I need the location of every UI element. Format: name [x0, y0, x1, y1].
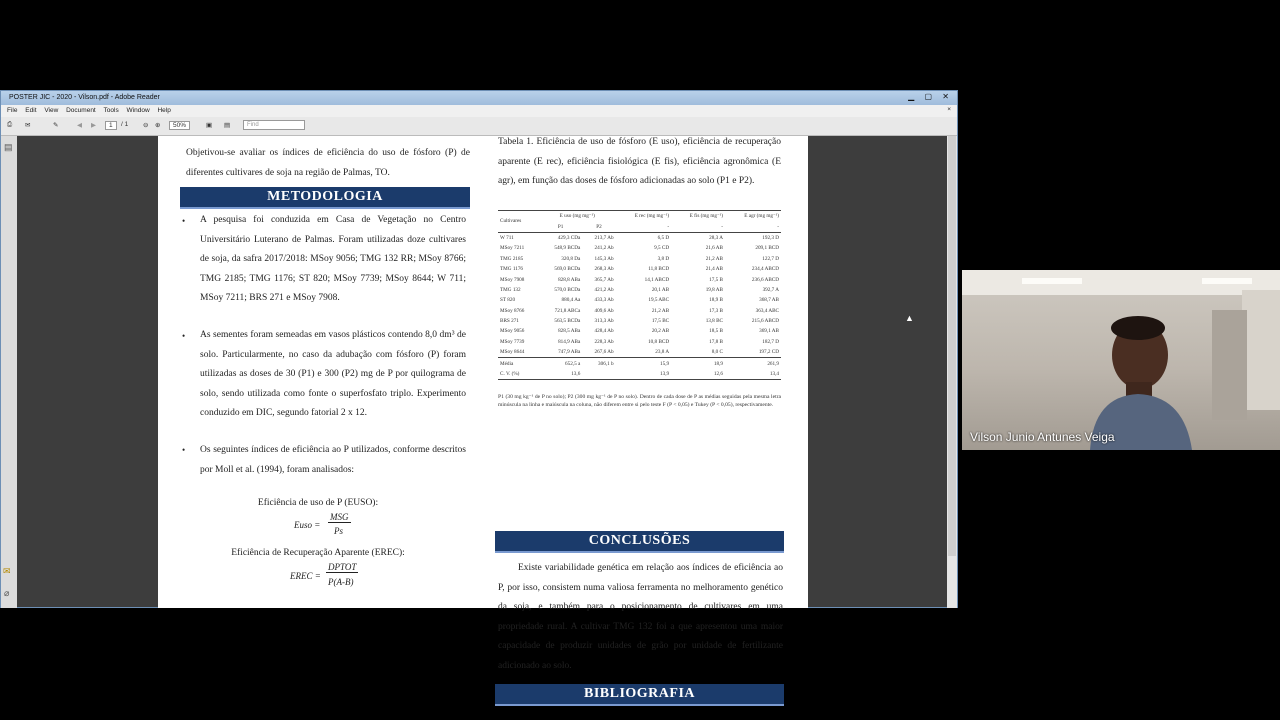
- table-cell: 363,4 ABC: [755, 307, 779, 314]
- table-cell: 10,8 BCD: [648, 338, 670, 345]
- table-cell: 17,3 B: [709, 307, 723, 314]
- table-cell: 320,8 Da: [561, 255, 581, 262]
- table-row: [498, 254, 781, 264]
- table-row: [498, 347, 781, 358]
- formula-erec: [290, 562, 430, 594]
- vertical-scrollbar[interactable]: [947, 136, 957, 608]
- menu-edit[interactable]: Edit: [25, 107, 37, 114]
- sub-header: -: [721, 223, 723, 230]
- table-caption: Tabela 1. Eficiência de uso de fósforo (E uso), eficiência de recuperação aparente (E rec), eficiência fisiológica (E fis), eficiência agronômica (E agr), em função das doses de fósforo adicionadas ao solo (P1 e P2).: [498, 137, 781, 186]
- efficiency-table: [498, 210, 781, 380]
- table-cell: 23,8 A: [655, 349, 670, 356]
- table-cell: 228,3 Ab: [594, 338, 614, 345]
- page-number-field[interactable]: 1: [105, 121, 117, 130]
- methodology-bullet-1: A pesquisa foi conduzida em Casa de Vegetação no Centro Universitário Luterano de Palmas. Foram utilizadas doze cultivares de soja, da safra 2017/2018: MSoy 9056; TMG 132 RR; MSoy 8766; TMG 2185; TMG 1176; ST 820; MSoy 7739; MSoy 8644; W 711; MSoy 7211; BRS 271 e MSoy 7908.: [200, 215, 466, 303]
- table-cell: 392,7 A: [762, 286, 779, 293]
- metodologia-heading: METODOLOGIA: [180, 187, 470, 209]
- table-cell: MSoy 7211: [500, 245, 525, 252]
- table-row: [498, 232, 781, 243]
- toolbar: [1, 117, 957, 136]
- col-header: E rec (mg mg⁻¹): [634, 213, 670, 220]
- table-cell: 17,5 BC: [651, 318, 670, 325]
- table-cell: 652,5 a: [565, 360, 581, 367]
- pages-panel-icon[interactable]: ▤: [4, 142, 13, 152]
- table-cell: 145,3 Ab: [594, 255, 614, 262]
- table-cell: 13,4: [769, 371, 779, 378]
- menu-view[interactable]: View: [44, 107, 59, 114]
- table-cell: MSoy 8644: [500, 349, 525, 356]
- table-cell: 215,6 ABCD: [751, 318, 779, 325]
- zoom-out-icon[interactable]: ⊖: [143, 122, 149, 129]
- participant-video-tile[interactable]: [962, 270, 1280, 450]
- table-cell: 313,3 Ab: [594, 318, 614, 325]
- table-cell: 21,4 AB: [705, 266, 723, 273]
- table-cell: C. V. (%): [500, 371, 520, 378]
- formula-euso-label: Eficiência de uso de P (EUSO):: [257, 498, 379, 508]
- pdf-reader-window: [0, 90, 958, 701]
- table-cell: 17,8 B: [709, 338, 723, 345]
- menu-bar: [1, 105, 957, 117]
- table-cell: 429,3 CDa: [557, 234, 581, 241]
- table-cell: 306,1 b: [598, 360, 614, 367]
- zoom-in-icon[interactable]: ⊕: [155, 122, 161, 129]
- page-total: / 1: [121, 121, 129, 128]
- comments-panel-icon[interactable]: ✉: [3, 566, 11, 576]
- table-cell: 880,4 Aa: [561, 297, 581, 304]
- attachments-icon[interactable]: ⌀: [4, 588, 10, 598]
- next-page-icon[interactable]: ▶: [91, 122, 96, 129]
- table-row: [498, 337, 781, 347]
- table-cell: 21,2 AB: [705, 255, 723, 262]
- window-titlebar: [1, 91, 957, 105]
- table-cell: 182,7 D: [762, 338, 779, 345]
- fit-page-icon[interactable]: ▣: [206, 122, 213, 129]
- table-cell: 18,5 B: [709, 328, 723, 335]
- bullet-mark: •: [182, 445, 186, 455]
- table-cell: 197,2 CD: [758, 349, 779, 356]
- table-cell: BRS 271: [500, 318, 519, 325]
- formula-erec-label: Eficiência de Recuperação Aparente (EREC):: [231, 548, 405, 558]
- table-cell: 20,1 AB: [651, 286, 670, 293]
- col-header: Cultivares: [500, 218, 522, 225]
- table-cell: 548,9 BCDa: [554, 245, 581, 252]
- table-cell: TMG 1176: [500, 266, 524, 273]
- prev-page-icon[interactable]: ◀: [77, 122, 82, 129]
- table-note: P1 (30 mg kg⁻¹ de P no solo); P2 (300 mg kg⁻¹ de P no solo). Dentro de cada dose de P as médias seguidas pela mesma letra minúscula na linha e maiúscula na coluna, não diferem entre si pelo teste F (P < 0,05) e Tukey (P < 0,05), respectivamente.: [498, 394, 781, 408]
- menu-help[interactable]: Help: [157, 107, 171, 114]
- menu-file[interactable]: File: [7, 107, 18, 114]
- participant-video-feed: [962, 270, 1280, 450]
- table-cell: 369,1 AB: [759, 328, 779, 335]
- table-cell: 267,6 Ab: [594, 349, 614, 356]
- table-cell: 814,9 ABa: [558, 338, 581, 345]
- table-cell: Média: [500, 360, 514, 367]
- table-cell: 19,8 AB: [705, 286, 723, 293]
- table-cell: 433,3 Ab: [594, 297, 614, 304]
- sub-header: P1: [557, 223, 564, 230]
- table-cell: 236,6 ABCD: [751, 276, 779, 283]
- table-cell: 209,1 BCD: [755, 245, 779, 252]
- formula-erec-lhs: EREC =: [290, 571, 321, 581]
- table-row: [498, 316, 781, 326]
- table-cell: 15,9: [660, 360, 670, 367]
- menu-tools[interactable]: Tools: [103, 107, 119, 114]
- table-cell: 20,2 AB: [651, 328, 670, 335]
- table-cell: 747,9 ABa: [558, 349, 581, 356]
- table-cell: 828,8 ABa: [558, 276, 581, 283]
- table-cell: 18,9 B: [709, 297, 723, 304]
- methodology-bullet-2: As sementes foram semeadas em vasos plásticos contendo 8,0 dm³ de solo. Particularmente, no caso da adubação com fósforo (P) foram utilizadas as doses de 30 (P1) e 300 (P2) mg de P por quilograma de solo, sendo utilizada como fonte o superfosfato triplo. Experimento conduzido em DIC, segundo fatorial 2 x 12.: [200, 330, 466, 418]
- table-cell: 28,3 A: [709, 234, 723, 241]
- table-cell: 409,6 Ab: [594, 307, 614, 314]
- share-icon[interactable]: ✉: [25, 122, 31, 129]
- table-cell: 268,3 Ab: [594, 266, 614, 273]
- sub-header: -: [777, 223, 779, 230]
- table-cell: W 711: [500, 234, 514, 241]
- bibliografia-heading: BIBLIOGRAFIA: [495, 684, 784, 706]
- close-document-icon[interactable]: ×: [947, 106, 951, 113]
- menu-document[interactable]: Document: [66, 107, 96, 114]
- sub-header: P2: [596, 223, 602, 230]
- table-cell: 19,5 ABC: [648, 297, 670, 304]
- col-header: E uso (mg mg⁻¹): [559, 213, 595, 220]
- menu-window[interactable]: Window: [126, 107, 150, 114]
- scroll-thumb[interactable]: [948, 136, 956, 556]
- formula-euso-numerator: MSG: [330, 512, 349, 522]
- table-cell: 234,4 ABCD: [751, 266, 779, 273]
- table-cell: MSoy 9056: [500, 328, 525, 335]
- table-cell: 6,5 D: [657, 234, 670, 241]
- table-row: [498, 326, 781, 336]
- table-cell: 563,5 BCDa: [554, 318, 581, 325]
- table-cell: 570,0 BCDa: [554, 286, 581, 293]
- table-cell: 8,0 C: [711, 349, 723, 356]
- table-row: [498, 243, 781, 253]
- table-cell: 13,6: [571, 371, 581, 378]
- print-icon[interactable]: ⎙: [7, 121, 13, 128]
- table-cell: TMG 2185: [500, 255, 524, 262]
- table-row: [498, 295, 781, 305]
- participant-name: Vilson Junio Antunes Veiga: [970, 430, 1115, 444]
- col-header: E fis (mg mg⁻¹): [689, 213, 723, 220]
- table-cell: 21,2 AB: [651, 307, 670, 314]
- table-cell: 261,9: [767, 360, 779, 367]
- table-cell: 569,0 BCDa: [554, 266, 581, 273]
- poster-page: [158, 136, 808, 701]
- col-header: E agr (mg mg⁻¹): [744, 213, 779, 220]
- table-cell: 14,1 ABCD: [644, 276, 670, 283]
- comment-icon[interactable]: ✎: [53, 122, 59, 129]
- methodology-bullet-3: Os seguintes índices de eficiência ao P utilizados, conforme descritos por Moll et al. (1994), foram analisados:: [200, 445, 466, 475]
- table-cell: 241,2 Ab: [594, 245, 614, 252]
- bullet-mark: •: [182, 331, 186, 341]
- formula-euso-denominator: Ps: [334, 526, 343, 536]
- table-cell: [582, 369, 615, 380]
- table-cell: 192,3 D: [762, 234, 779, 241]
- table-cell: 428,4 Ab: [594, 328, 614, 335]
- formula-erec-numerator: DPTOT: [328, 562, 357, 572]
- table-cell: 9,5 CD: [654, 245, 670, 252]
- objective-text: Objetivou-se avaliar os índices de eficiência do uso de fósforo (P) de diferentes cultivares de soja na região de Palmas, TO.: [186, 148, 470, 178]
- formula-euso-lhs: Euso =: [294, 520, 321, 530]
- formula-erec-denominator: P(A-B): [328, 577, 354, 587]
- table-cell: 12,6: [713, 371, 723, 378]
- conclusoes-heading: CONCLUSÕES: [495, 531, 784, 553]
- fit-width-icon[interactable]: ▤: [224, 122, 231, 129]
- table-cell: 18,9: [713, 360, 723, 367]
- table-cell: TMG 132: [500, 286, 521, 293]
- table-cell: 17,5 B: [709, 276, 723, 283]
- table-row: [498, 306, 781, 316]
- table-cell: 721,8 ABCa: [554, 307, 581, 314]
- table-row: [498, 264, 781, 274]
- table-media-row: [498, 358, 781, 369]
- window-controls[interactable]: ▁ ▢ ✕: [908, 92, 953, 101]
- table-cell: 21,6 AB: [705, 245, 723, 252]
- table-cell: 828,5 ABa: [558, 328, 581, 335]
- table-cell: 368,7 AB: [759, 297, 779, 304]
- table-cell: MSoy 7739: [500, 338, 525, 345]
- table-cell: MSoy 7908: [500, 276, 525, 283]
- table-cell: 122,7 D: [762, 255, 779, 262]
- table-row: [498, 274, 781, 284]
- table-cell: 365,7 Ab: [594, 276, 614, 283]
- zoom-select[interactable]: 50%: [169, 121, 190, 130]
- navigation-pane: [1, 136, 17, 608]
- sub-header: -: [667, 223, 670, 230]
- find-input[interactable]: Find: [243, 120, 305, 130]
- window-title: POSTER JIC - 2020 - Vilson.pdf - Adobe Reader: [9, 94, 160, 101]
- conclusions-text: Existe variabilidade genética em relação aos índices de eficiência ao P, por isso, consistem numa valiosa ferramenta no melhoramento genético da soja, e também para o posicionamento de cultivares em uma propriedade rural. A cultivar TMG 132 foi a que apresentou uma maior capacidade de produzir unidades de grão por unidade de fertilizante adicionado ao solo.: [498, 563, 783, 671]
- formula-euso: [294, 512, 414, 540]
- mouse-cursor-icon: ▲: [905, 313, 914, 323]
- table-cell: 213,7 Ab: [594, 234, 614, 241]
- table-cell: 421,2 Ab: [594, 286, 614, 293]
- table-cell: 13,9: [660, 371, 670, 378]
- bullet-mark: •: [182, 216, 186, 226]
- table-cv-row: [498, 369, 781, 380]
- table-cell: 3,8 D: [657, 255, 670, 262]
- table-cell: 11,8 BCD: [648, 266, 670, 273]
- table-cell: ST 820: [500, 297, 516, 304]
- table-cell: 13,8 BC: [705, 318, 723, 325]
- table-row: [498, 285, 781, 295]
- table-cell: MSoy 8766: [500, 307, 525, 314]
